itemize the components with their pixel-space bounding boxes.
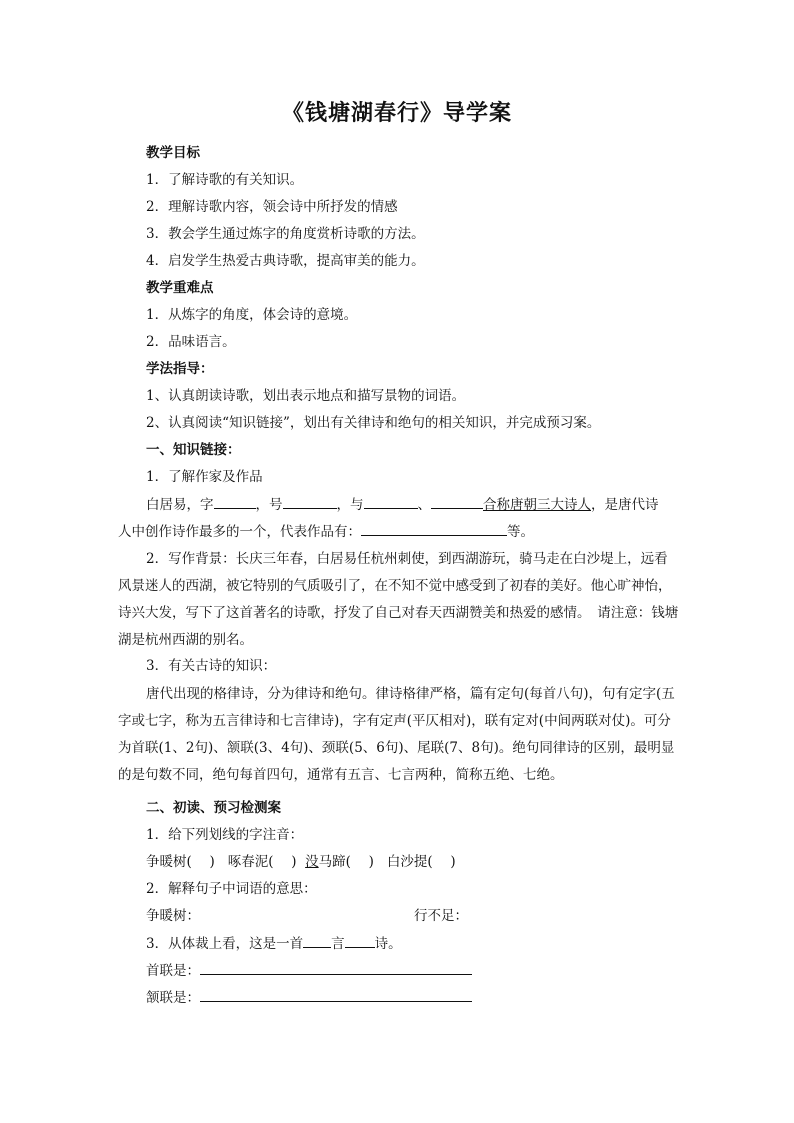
author-text: 白居易，字 [146,497,214,513]
key-item: 1．从炼字的角度，体会诗的意境。 [146,307,358,323]
method-item: 2、认真阅读“知识链接”，划出有关律诗和绝句的相关知识，并完成预习案。 [146,415,601,431]
goal-item: 3．教会学生通过炼字的角度赏析诗歌的方法。 [146,226,425,242]
pinyin-word: 马蹄( ) [318,854,374,870]
goal-item: 4．启发学生热爱古典诗歌，提高审美的能力。 [146,253,425,269]
method-heading: 学法指导： [146,361,214,377]
pinyin-word-underlined: 没 [305,854,319,870]
question-text: 3．从体裁上看，这是一首 [146,936,304,952]
first-couplet-line [146,960,686,981]
blank-field[interactable] [364,494,418,509]
author-text: ，是唐代诗 [591,497,659,513]
explain-term: 争暖树： [146,908,200,924]
explain-line [146,906,686,926]
question-3 [146,933,686,954]
blank-field[interactable] [200,960,472,975]
key-item: 2．品味语言。 [146,334,236,350]
author-text: 合称唐朝三大诗人 [483,497,591,513]
pinyin-word: 啄春泥( ) [227,854,297,870]
section1-heading: 一、知识链接： [146,442,241,458]
question-text: 言 [331,936,345,952]
author-text: ，与 [336,497,364,513]
blank-field[interactable] [214,494,256,509]
couplet-label: 首联是： [146,963,200,979]
pinyin-line [146,852,686,872]
author-text: ，号 [255,497,283,513]
key-heading: 教学重难点 [146,280,214,296]
method-item: 1、认真朗读诗歌，划出表示地点和描写景物的词语。 [146,388,466,404]
poetry-paragraph: 唐代出现的格律诗，分为律诗和绝句。律诗格律严格，篇有定句(每首八句)，句有定字(五字或七字，称为五言律诗和七言律诗)，字有定声(平仄相对)，联有定对(中间两联对仗)。可分为首联(1、2句)、颔联(3、4句)、颈联(5、6句)、尾联(7、8句)。绝句同律诗的区别，最明显的是句数不同，绝句每首四句，通常有五言、七言两种，简称五绝、七绝。 [118,686,675,783]
section2-heading: 二、初读、预习检测案 [146,800,281,816]
blank-field[interactable] [283,494,337,509]
section1-sub3: 3．有关古诗的知识： [146,658,277,674]
page-title: 《钱塘湖春行》导学案 [281,100,512,126]
section1-sub1: 1．了解作家及作品 [146,469,263,485]
blank-field[interactable] [361,521,507,536]
goal-item: 2．理解诗歌内容，领会诗中所抒发的情感 [146,199,398,215]
goal-item: 1．了解诗歌的有关知识。 [146,172,304,188]
author-text: 、 [417,497,431,513]
question-2: 2．解释句子中词语的意思： [146,881,317,897]
author-text: 人中创作诗作最多的一个，代表作品有： [118,524,361,540]
pinyin-word: 白沙提( ) [386,854,456,870]
background-paragraph: 2．写作背景：长庆三年春，白居易任杭州刺使，到西湖游玩，骑马走在白沙堤上，远看风景迷人的西湖，被它特别的气质吸引了，在不知不觉中感受到了初春的美好。他心旷神怡，诗兴大发，写下了这首著名的诗歌，抒发了自己对春天西湖赞美和热爱的感情。 请注意：钱塘湖是杭州西湖的别名。 [118,551,679,648]
second-couplet-line [146,987,686,1008]
question-1: 1．给下列划线的字注音： [146,827,304,843]
blank-field[interactable] [200,987,472,1002]
pinyin-word: 争暖树( ) [146,854,215,870]
blank-field[interactable] [345,933,375,948]
blank-field[interactable] [431,494,483,509]
goals-heading: 教学目标 [146,145,200,161]
couplet-label: 颔联是： [146,990,200,1006]
author-text: 等。 [507,524,534,540]
blank-field[interactable] [303,933,331,948]
question-text: 诗。 [374,936,402,952]
author-line-2 [118,521,658,542]
author-line-1 [146,494,686,515]
explain-term: 行不足： [414,908,468,924]
